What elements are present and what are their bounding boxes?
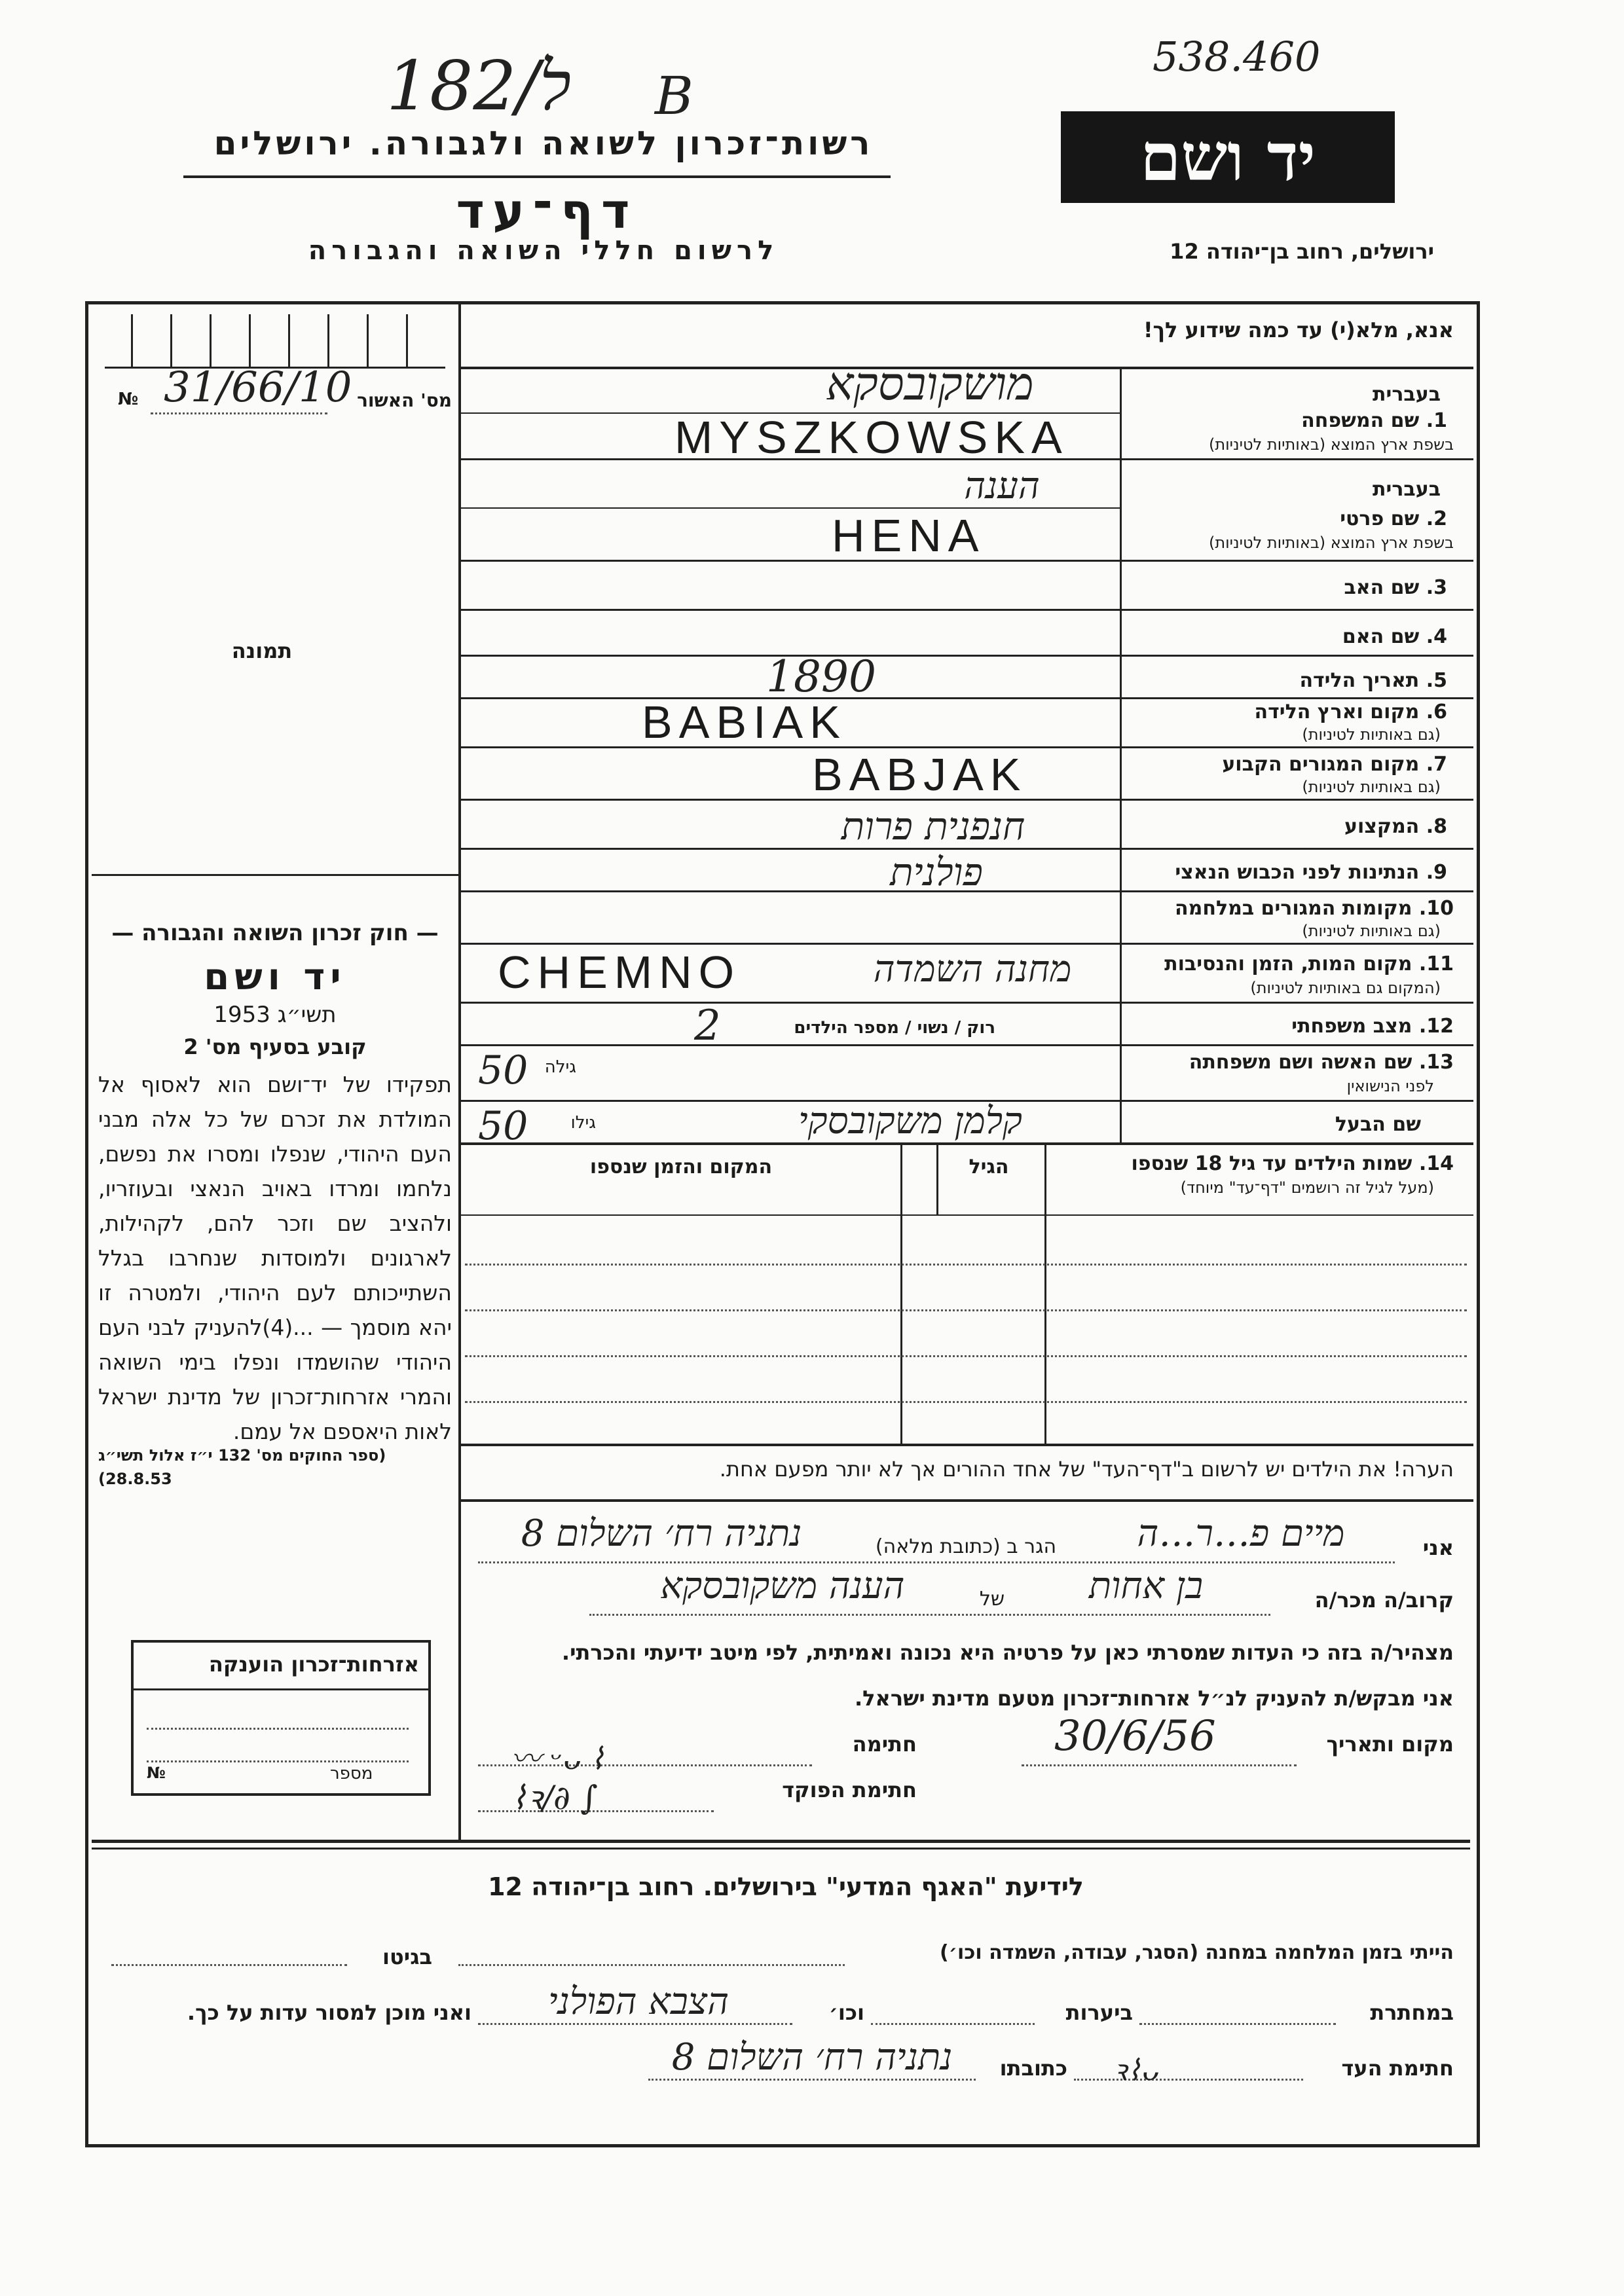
request-text: אני מבקש/ת להעניק לנ״ל אזרחות־זכרון מטעם מדינת ישראל.	[855, 1686, 1454, 1711]
wife-name-note: לפני הנישואין	[1346, 1077, 1434, 1095]
father-name-label: 3. שם האב	[1344, 576, 1447, 599]
authority-name: רשות־זכרון לשואה ולגבורה. ירושלים	[213, 124, 874, 162]
law-clause: קובע בסעיף מס' 2	[183, 1034, 367, 1059]
husband-age-label: גילו	[570, 1113, 596, 1133]
testimony-offer: ואני מוכן למסור עדות על כך.	[187, 2000, 471, 2025]
camp-line: הייתי בזמן המלחמה במחנה (הסגר, עבודה, השמדה וכו׳)	[940, 1941, 1454, 1964]
address: ירושלים, רחוב בן־יהודה 12	[1170, 239, 1434, 264]
file-reference: 182/ל	[386, 46, 572, 126]
children-note-warning: הערה! את הילדים יש לרשום ב"דף־העד" של אחד ההורים אך לא יותר מפעם אחת.	[719, 1457, 1454, 1482]
surname-label: 1. שם המשפחה	[1301, 409, 1447, 432]
children-label: 14. שמות הילדים עד גיל 18 שנספו	[1131, 1152, 1454, 1175]
birth-date-label: 5. תאריך הלידה	[1299, 669, 1447, 692]
first-name-latin-note: בשפת ארץ המוצא (באותיות לטיניות)	[1209, 534, 1454, 552]
form-subtitle: לרשום חללי השואה והגבורה	[308, 236, 779, 266]
wartime-residence-note: (גם באותיות לטיניות)	[1302, 922, 1441, 940]
witness-address-value: נתניה רח׳ השלום 8	[671, 2036, 953, 2079]
nationality-label: 9. הנתינות לפני הכבוש הנאצי	[1175, 861, 1447, 884]
death-circumstances-value: מחנה השמדה	[873, 948, 1072, 991]
children-place-header: המקום והזמן שנספו	[589, 1156, 773, 1178]
children-note: (מעל לגיל זה רושמים "דף־עד" מיוחד)	[1180, 1178, 1434, 1197]
witness-address: נתניה רח׳ השלום 8	[521, 1512, 802, 1555]
declaration-text: מצהיר/ה בזה כי העדות שמסרתי כאן על פרטיה היא נכונה ואמיתית, לפי מיטב ידיעתי והכרתי.	[561, 1640, 1454, 1665]
date-value: 30/6/56	[1054, 1712, 1216, 1760]
first-name-latin-value: HENA	[832, 510, 986, 561]
etc-label: וכו׳	[828, 2000, 864, 2025]
underground-label: במחתרת	[1370, 2000, 1454, 2025]
subject-name: הענה משקובסקא	[660, 1565, 905, 1607]
in-hebrew-label-2: בעברית	[1373, 478, 1441, 501]
surname-latin-note: בשפת ארץ המוצא (באותיות לטיניות)	[1209, 435, 1454, 454]
declaration-i: אני	[1422, 1535, 1454, 1560]
file-letter: B	[655, 65, 693, 126]
law-year: תשי״ג 1953	[213, 1002, 337, 1028]
witness-address-label: כתובתו	[999, 2056, 1067, 2081]
death-place-label: 11. מקום המות, הזמן והנסיבות	[1164, 953, 1454, 975]
forests-label: ביערות	[1065, 2000, 1133, 2025]
death-place-value: CHEMNO	[498, 947, 741, 998]
archive-title: לידיעת "האגף המדעי" בירושלים. רחוב בן־יהודה 12	[488, 1872, 1084, 1901]
birth-place-label: 6. מקום וארץ הלידה	[1254, 701, 1447, 723]
citizenship-box: אזרחות־זכרון הוענקה № מספר	[131, 1640, 431, 1796]
in-hebrew-label-1: בעברית	[1373, 383, 1441, 406]
death-place-note: (המקום גם באותיות לטיניות)	[1250, 979, 1441, 997]
children-age-header: הגיל	[969, 1156, 1009, 1178]
law-title: — חוק זכרון השואה והגבורה —	[111, 920, 439, 946]
witness-signature-label: חתימת העד	[1341, 2056, 1454, 2081]
photo-label: תמונה	[231, 638, 293, 663]
witness-signature: 〰 ᵕᴗ ⌇	[511, 1741, 605, 1776]
approval-number: 31/66/10	[164, 363, 352, 412]
birth-place-value: BABIAK	[642, 697, 847, 748]
signature-label: חתימה	[852, 1732, 917, 1757]
birth-place-note: (גם באותיות לטיניות)	[1302, 725, 1441, 744]
record-number: 538.460	[1153, 33, 1321, 81]
armed-service-value: הצבא הפולני	[547, 1980, 729, 2023]
marital-status-label: 12. מצב משפחתי	[1291, 1015, 1454, 1038]
wartime-residence-label: 10. מקומות המגורים במלחמה	[1175, 897, 1454, 920]
law-reference: (ספר החוקים מס' 132 י״ז אלול תשי״ג 28.8.53)	[98, 1446, 386, 1488]
law-logo: יד ושם	[204, 956, 346, 998]
address-label: הגר ב (כתובת מלאה)	[875, 1535, 1057, 1558]
husband-age-value: 50	[478, 1103, 528, 1149]
relation-label: קרוב/ה מכר/ה	[1314, 1588, 1454, 1613]
husband-name-value: קלמן משקובסקי	[798, 1100, 1023, 1142]
nationality-value: פולנית	[890, 850, 983, 894]
birth-date-value: 1890	[766, 651, 876, 702]
first-name-hebrew-value: הענה	[964, 465, 1040, 507]
relation-value: בן אחות	[1088, 1565, 1204, 1607]
surname-hebrew-value: מושקובסקא	[826, 357, 1034, 410]
office-boxes	[105, 314, 445, 369]
marital-options: רוק / נשוי / מספר הילדים	[794, 1018, 995, 1038]
residence-value: BABJAK	[812, 749, 1027, 800]
witness-name: מיים פ…ר…ה	[1137, 1512, 1345, 1555]
official-signature: ⌇ꝛ∕∂ ∫	[511, 1779, 598, 1817]
residence-note: (גם באותיות לטיניות)	[1302, 778, 1441, 796]
law-text: תפקידו של יד־ושם הוא לאסוף אל המולדת את זכרם של כל אלה מבני העם היהודי, שנפלו ומסרו את נפשם, נלחמו ומרדו באויב הנאצי ובעוזריו, ולהציב שם וזכר להם, לקהילות, לארגונים ולמוסדות שנחרבו בגלל השתייכותם לעם היהודי, ולמטרה זו יהא מוסמך — ...(4)להעניק לבני העם היהודי שהושמדו ונפלו בימי השואה והמרי אזרחות־זכרון של מדינת ישראל לאות היאספם אל עמם.	[98, 1072, 452, 1444]
ghetto-label: בגיטו	[382, 1944, 432, 1969]
place-date-label: מקום ותאריך	[1326, 1732, 1454, 1757]
residence-label: 7. מקום המגורים הקבוע	[1222, 753, 1447, 776]
approval-no-sign: №	[118, 390, 139, 409]
official-signature-label: חתימת הפוקד	[782, 1777, 917, 1802]
yad-vashem-logo: יד ושם	[1061, 111, 1395, 203]
archive-witness-signature: ꝛ⌇ᴗ	[1113, 2054, 1158, 2087]
wife-name-label: 13. שם האשה ושם משפחתה	[1189, 1051, 1454, 1074]
form-title: דף־עד	[456, 183, 638, 240]
of-label: של	[979, 1588, 1005, 1611]
wife-age-value: 50	[478, 1048, 528, 1093]
first-name-label: 2. שם פרטי	[1340, 507, 1447, 530]
wife-age-label: גילה	[544, 1057, 576, 1077]
husband-name-label: שם הבעל	[1335, 1113, 1421, 1136]
mother-name-label: 4. שם האם	[1342, 625, 1447, 648]
occupation-value: חנפנית פרות	[841, 804, 1025, 848]
children-count-value: 2	[694, 1002, 721, 1050]
approval-label: מס' האשור	[357, 390, 452, 411]
occupation-label: 8. המקצוע	[1344, 815, 1447, 838]
instructions: אנא, מלא(י) עד כמה שידוע לך!	[1143, 318, 1454, 342]
surname-latin-value: MYSZKOWSKA	[674, 412, 1069, 463]
